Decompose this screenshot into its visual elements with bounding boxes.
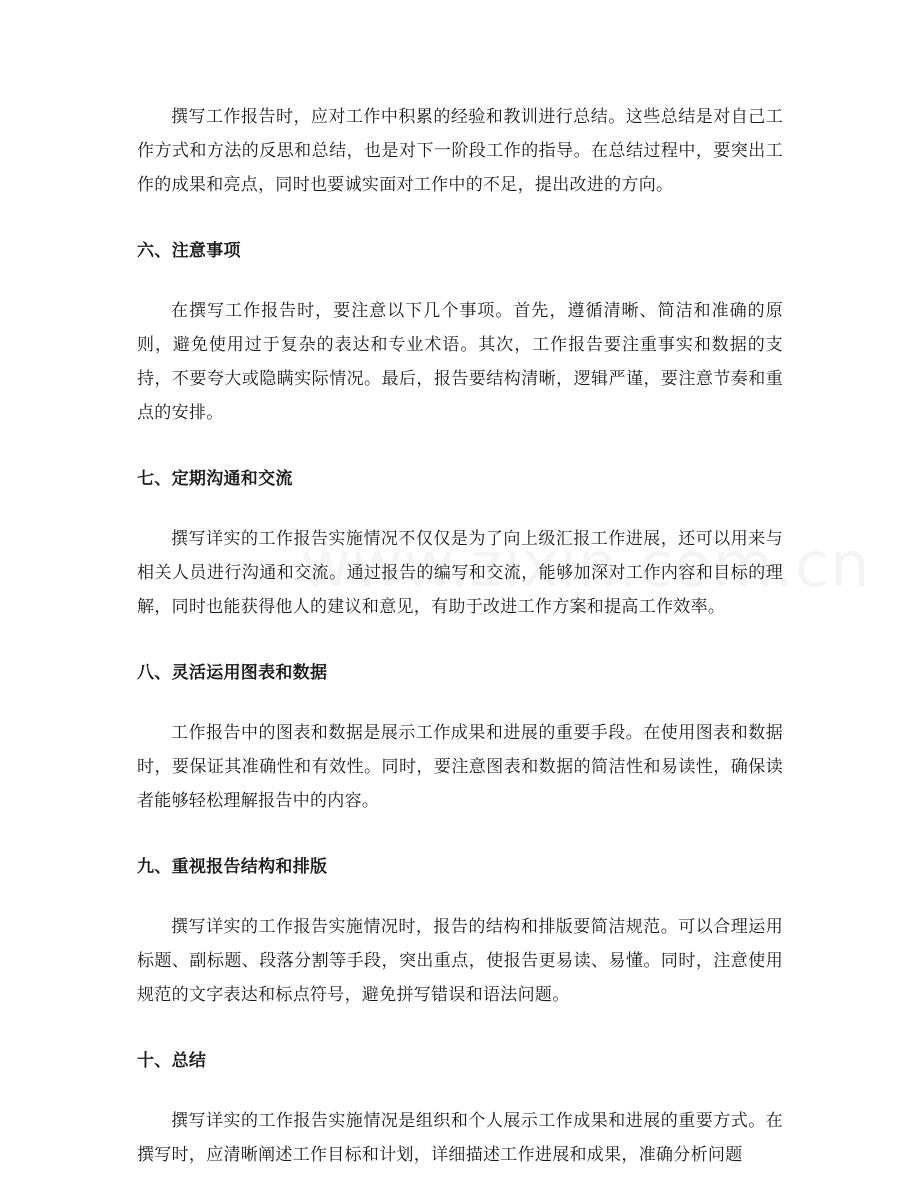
document-page [137, 100, 783, 1172]
heading-section-8: 八、灵活运用图表和数据 [137, 663, 328, 683]
paragraph-section-8: 工作报告中的图表和数据是展示工作成果和进展的重要手段。在使用图表和数据时，要保证其准确性和有效性。同时，要注意图表和数据的简洁性和易读性，确保读者能够轻松理解报告中的内容。 [137, 723, 783, 811]
heading-section-7: 七、定期沟通和交流 [137, 469, 293, 489]
paragraph-section-10: 撰写详实的工作报告实施情况是组织和个人展示工作成果和进展的重要方式。在撰写时，应清晰阐述工作目标和计划，详细描述工作进展和成果，准确分析问题 [137, 1111, 783, 1165]
heading-section-6: 六、注意事项 [137, 241, 241, 261]
paragraph-section-9: 撰写详实的工作报告实施情况时，报告的结构和排版要简洁规范。可以合理运用标题、副标题、段落分割等手段，突出重点，使报告更易读、易懂。同时，注意使用规范的文字表达和标点符号，避免拼写错误和语法问题。 [137, 917, 783, 1005]
paragraph-section-7: 撰写详实的工作报告实施情况不仅仅是为了向上级汇报工作进展，还可以用来与相关人员进行沟通和交流。通过报告的编写和交流，能够加深对工作内容和目标的理解，同时也能获得他人的建议和意见，有助于改进工作方案和提高工作效率。 [137, 529, 783, 617]
paragraph-summary-intro: 撰写工作报告时，应对工作中积累的经验和教训进行总结。这些总结是对自己工作方式和方法的反思和总结，也是对下一阶段工作的指导。在总结过程中，要突出工作的成果和亮点，同时也要诚实面对工作中的不足，提出改进的方向。 [137, 107, 783, 195]
heading-section-9: 九、重视报告结构和排版 [137, 857, 328, 877]
heading-section-10: 十、总结 [137, 1051, 207, 1071]
paragraph-section-6: 在撰写工作报告时，要注意以下几个事项。首先，遵循清晰、简洁和准确的原则，避免使用过于复杂的表达和专业术语。其次，工作报告要注重事实和数据的支持，不要夸大或隐瞒实际情况。最后，报告要结构清晰，逻辑严谨，要注意节奏和重点的安排。 [137, 301, 783, 423]
